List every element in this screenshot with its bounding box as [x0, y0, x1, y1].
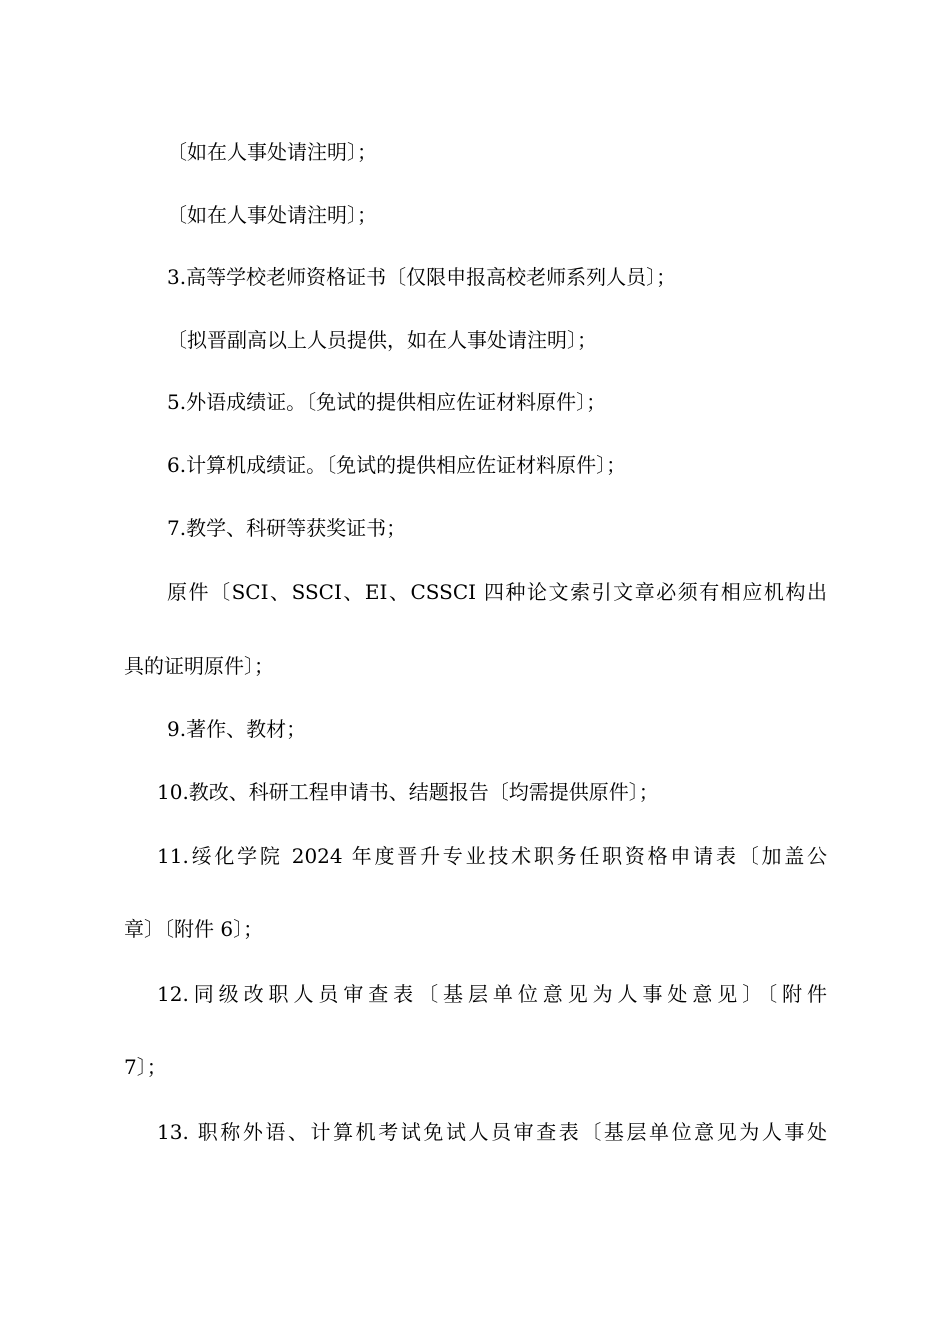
text-line-1: 〔如在人事处请注明〕；: [167, 140, 377, 164]
text-line-13: 章〕〔附件 6〕；: [124, 917, 264, 941]
text-line-7: 7.教学、科研等获奖证书；: [167, 516, 407, 540]
text-line-5: 5.外语成绩证。〔免试的提供相应佐证材料原件〕；: [167, 390, 607, 414]
text-line-2: 〔如在人事处请注明〕；: [167, 203, 377, 227]
text-line-3: 3.高等学校老师资格证书〔仅限申报高校老师系列人员〕；: [167, 265, 677, 289]
text-line-15: 7〕；: [124, 1055, 167, 1079]
text-line-11: 10.教改、科研工程申请书、结题报告〔均需提供原件〕；: [157, 780, 659, 804]
text-line-9: 具的证明原件〕；: [124, 654, 274, 678]
text-line-10: 9.著作、教材；: [167, 717, 307, 741]
text-line-14: 12.同级改职人员审查表〔基层单位意见为人事处意见〕〔附件: [157, 982, 827, 1006]
text-line-16: 13. 职称外语、计算机考试免试人员审查表〔基层单位意见为人事处: [157, 1120, 827, 1144]
text-line-12: 11.绥化学院 2024 年度晋升专业技术职务任职资格申请表〔加盖公: [157, 844, 827, 868]
text-line-4: 〔拟晋副高以上人员提供，如在人事处请注明〕；: [167, 328, 597, 352]
text-line-6: 6.计算机成绩证。〔免试的提供相应佐证材料原件〕；: [167, 453, 627, 477]
text-line-8: 原件〔SCI、SSCI、EI、CSSCI 四种论文索引文章必须有相应机构出: [167, 580, 827, 604]
